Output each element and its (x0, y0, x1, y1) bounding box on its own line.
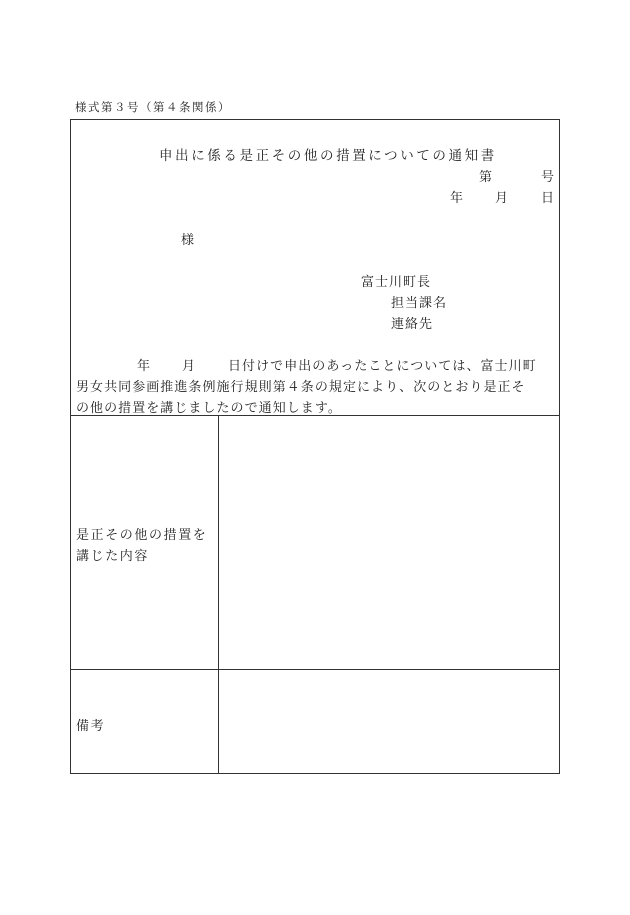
number-suffix: 号 (541, 170, 555, 185)
measures-content-cell[interactable] (219, 416, 559, 668)
date-month: 月 (495, 191, 509, 206)
body-text-line-3: の他の措置を講じましたので通知します。 (76, 401, 342, 416)
document-title: 申出に係る是正その他の措置についての通知書 (159, 148, 497, 164)
date-year: 年 (450, 191, 464, 206)
body-text-line-2: 男女共同参画推進条例施行規則第４条の規定により、次のとおり是正そ (76, 380, 526, 395)
body-date-year: 年 (137, 359, 151, 374)
body-text-line-1: 日付けで申出のあったことについては、富士川町 (228, 359, 537, 374)
body-date-month: 月 (182, 359, 196, 374)
number-prefix: 第 (479, 170, 493, 185)
date-day: 日 (541, 191, 555, 206)
remarks-content-cell[interactable] (219, 670, 559, 773)
measures-label-line-1: 是正その他の措置を (76, 528, 208, 543)
sender-department: 担当課名 (391, 296, 448, 311)
measures-label-line-2: 講じた内容 (76, 549, 150, 564)
addressee-suffix: 様 (181, 233, 195, 248)
sender-contact: 連絡先 (391, 317, 434, 332)
remarks-label: 備考 (76, 719, 106, 734)
form-number-label: 様式第３号（第４条関係） (75, 100, 231, 114)
sender-name: 富士川町長 (361, 275, 432, 290)
